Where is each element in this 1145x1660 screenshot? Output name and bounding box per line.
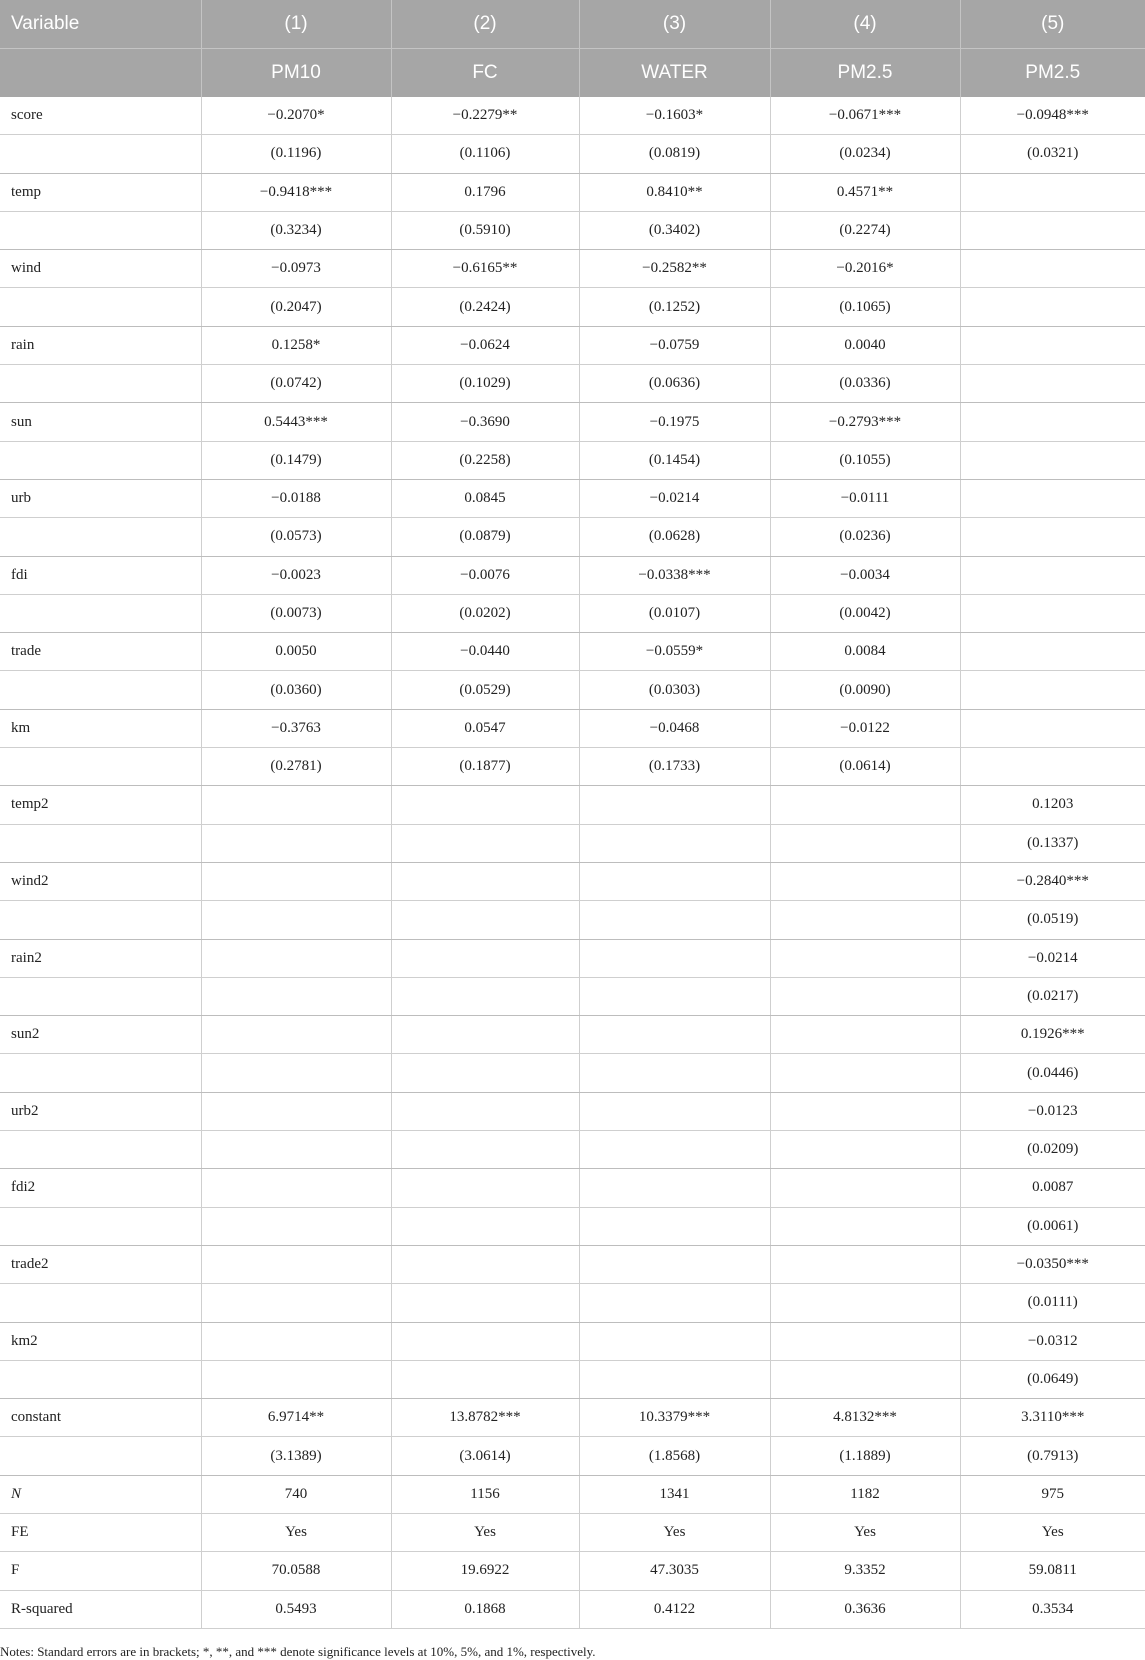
coefficient-cell: −0.0214 (579, 479, 770, 517)
coefficient-row (0, 939, 1145, 977)
stat-value: 0.1868 (391, 1590, 579, 1628)
std-error-cell (579, 901, 770, 939)
std-error-cell: (0.0879) (391, 518, 579, 556)
coefficient-row (0, 1245, 1145, 1283)
std-error-cell: (0.0573) (201, 518, 391, 556)
std-error-cell (960, 365, 1145, 403)
stat-value: 9.3352 (770, 1552, 960, 1590)
coefficient-cell: −0.0122 (770, 709, 960, 747)
std-error-cell: (0.0321) (960, 135, 1145, 173)
coefficient-cell: −0.0076 (391, 556, 579, 594)
std-error-cell (391, 901, 579, 939)
std-error-cell (391, 977, 579, 1015)
std-error-cell (960, 748, 1145, 786)
stat-label: N (0, 1475, 201, 1513)
std-error-cell (201, 1284, 391, 1322)
std-error-cell (391, 1054, 579, 1092)
coefficient-cell: −0.0440 (391, 633, 579, 671)
coefficient-cell: −0.0468 (579, 709, 770, 747)
row-label: km2 (0, 1322, 201, 1360)
row-label: temp2 (0, 786, 201, 824)
coefficient-cell (770, 862, 960, 900)
coefficient-cell (391, 939, 579, 977)
coefficient-cell (770, 1322, 960, 1360)
coefficient-cell (960, 479, 1145, 517)
coefficient-cell (391, 1245, 579, 1283)
row-label-empty (0, 1284, 201, 1322)
std-error-row (0, 441, 1145, 479)
coefficient-cell (201, 1016, 391, 1054)
coefficient-cell: 0.0547 (391, 709, 579, 747)
std-error-cell (201, 1360, 391, 1398)
row-label-empty (0, 671, 201, 709)
stat-value: Yes (201, 1513, 391, 1551)
table-header (0, 0, 1145, 97)
std-error-cell (579, 1054, 770, 1092)
coefficient-cell (579, 1169, 770, 1207)
std-error-cell (579, 977, 770, 1015)
coefficient-row (0, 1322, 1145, 1360)
std-error-cell: (0.0519) (960, 901, 1145, 939)
coefficient-cell: −0.1603* (579, 97, 770, 135)
coefficient-cell (960, 326, 1145, 364)
coefficient-cell (391, 1169, 579, 1207)
row-label: fdi (0, 556, 201, 594)
std-error-cell: (0.1877) (391, 748, 579, 786)
coefficient-row (0, 1399, 1145, 1437)
stat-row (0, 1590, 1145, 1628)
coefficient-row (0, 709, 1145, 747)
row-label: sun2 (0, 1016, 201, 1054)
std-error-cell (770, 1207, 960, 1245)
std-error-cell: (0.1055) (770, 441, 960, 479)
std-error-cell (579, 1131, 770, 1169)
std-error-cell (770, 824, 960, 862)
std-error-cell: (0.1733) (579, 748, 770, 786)
coefficient-cell: −0.0671*** (770, 97, 960, 135)
coefficient-cell: 13.8782*** (391, 1399, 579, 1437)
std-error-cell (391, 824, 579, 862)
row-label-empty (0, 1054, 201, 1092)
coefficient-cell: −0.0948*** (960, 97, 1145, 135)
std-error-cell: (0.3402) (579, 211, 770, 249)
row-label: urb (0, 479, 201, 517)
stat-value: 0.3534 (960, 1590, 1145, 1628)
std-error-row (0, 977, 1145, 1015)
stat-value: 47.3035 (579, 1552, 770, 1590)
coefficient-cell: −0.2840*** (960, 862, 1145, 900)
coefficient-row (0, 250, 1145, 288)
row-label-empty (0, 211, 201, 249)
coefficient-cell: −0.2793*** (770, 403, 960, 441)
std-error-cell (579, 1284, 770, 1322)
coefficient-cell: −0.2070* (201, 97, 391, 135)
coefficient-cell: −0.0188 (201, 479, 391, 517)
coefficient-cell: 0.4571** (770, 173, 960, 211)
std-error-cell (579, 1360, 770, 1398)
coefficient-cell: 3.3110*** (960, 1399, 1145, 1437)
coefficient-cell (770, 1169, 960, 1207)
table-notes: Notes: Standard errors are in brackets; *, **, and *** denote significance levels at 10%, 5%, and 1%, respectively. (0, 1644, 596, 1659)
stat-value: 59.0811 (960, 1552, 1145, 1590)
coefficient-cell (579, 1016, 770, 1054)
coefficient-cell (391, 1092, 579, 1130)
std-error-cell: (0.0202) (391, 594, 579, 632)
header-col-num: (4) (770, 0, 960, 49)
row-label-empty (0, 365, 201, 403)
std-error-cell: (0.0217) (960, 977, 1145, 1015)
header-empty-cell (0, 49, 201, 98)
row-label-empty (0, 1437, 201, 1475)
coefficient-cell (770, 1016, 960, 1054)
stat-value: Yes (960, 1513, 1145, 1551)
std-error-cell (201, 977, 391, 1015)
coefficient-cell: −0.3690 (391, 403, 579, 441)
stat-row (0, 1475, 1145, 1513)
stat-label: F (0, 1552, 201, 1590)
coefficient-cell (201, 1169, 391, 1207)
std-error-cell: (0.2274) (770, 211, 960, 249)
stat-label: R-squared (0, 1590, 201, 1628)
coefficient-cell (391, 862, 579, 900)
stat-row (0, 1513, 1145, 1551)
coefficient-cell: −0.0123 (960, 1092, 1145, 1130)
std-error-cell: (0.0042) (770, 594, 960, 632)
std-error-cell: (0.0236) (770, 518, 960, 556)
header-row-dependent-vars (0, 49, 1145, 98)
std-error-cell: (0.0107) (579, 594, 770, 632)
std-error-cell (201, 1207, 391, 1245)
coefficient-cell: 0.0845 (391, 479, 579, 517)
coefficient-cell: −0.0624 (391, 326, 579, 364)
std-error-cell: (3.0614) (391, 1437, 579, 1475)
coefficient-cell (960, 403, 1145, 441)
row-label: urb2 (0, 1092, 201, 1130)
coefficient-cell: −0.3763 (201, 709, 391, 747)
coefficient-cell: 0.1258* (201, 326, 391, 364)
std-error-cell (960, 671, 1145, 709)
std-error-cell: (0.0628) (579, 518, 770, 556)
row-label-empty (0, 748, 201, 786)
stat-value: 975 (960, 1475, 1145, 1513)
row-label-empty (0, 1360, 201, 1398)
stat-value: 1156 (391, 1475, 579, 1513)
coefficient-cell: 10.3379*** (579, 1399, 770, 1437)
coefficient-row (0, 786, 1145, 824)
coefficient-cell: 0.8410** (579, 173, 770, 211)
coefficient-cell (201, 939, 391, 977)
std-error-cell (770, 977, 960, 1015)
row-label-empty (0, 901, 201, 939)
std-error-cell (579, 1207, 770, 1245)
coefficient-row (0, 862, 1145, 900)
std-error-cell (770, 1360, 960, 1398)
std-error-cell: (0.1252) (579, 288, 770, 326)
std-error-cell (770, 901, 960, 939)
std-error-cell: (0.1106) (391, 135, 579, 173)
header-col-num: (5) (960, 0, 1145, 49)
std-error-row (0, 1360, 1145, 1398)
std-error-cell: (0.0090) (770, 671, 960, 709)
row-label: constant (0, 1399, 201, 1437)
std-error-row (0, 365, 1145, 403)
header-col-num: (1) (201, 0, 391, 49)
std-error-cell (201, 824, 391, 862)
coefficient-cell: −0.0214 (960, 939, 1145, 977)
std-error-cell (770, 1284, 960, 1322)
row-label-empty (0, 288, 201, 326)
std-error-cell: (0.0303) (579, 671, 770, 709)
row-label-empty (0, 518, 201, 556)
std-error-row (0, 1207, 1145, 1245)
std-error-cell (960, 288, 1145, 326)
stat-value: 1341 (579, 1475, 770, 1513)
row-label-empty (0, 1207, 201, 1245)
std-error-cell: (0.0636) (579, 365, 770, 403)
std-error-row (0, 518, 1145, 556)
std-error-cell (960, 211, 1145, 249)
std-error-cell (579, 824, 770, 862)
std-error-cell: (0.2424) (391, 288, 579, 326)
row-label-empty (0, 441, 201, 479)
coefficient-cell: 6.9714** (201, 1399, 391, 1437)
row-label: wind2 (0, 862, 201, 900)
coefficient-cell (960, 556, 1145, 594)
row-label-empty (0, 594, 201, 632)
std-error-row (0, 135, 1145, 173)
std-error-cell (960, 518, 1145, 556)
std-error-cell: (0.2781) (201, 748, 391, 786)
coefficient-cell: −0.0312 (960, 1322, 1145, 1360)
coefficient-cell (201, 1245, 391, 1283)
stat-value: 1182 (770, 1475, 960, 1513)
coefficient-row (0, 479, 1145, 517)
row-label: wind (0, 250, 201, 288)
coefficient-cell (579, 862, 770, 900)
header-dep-var: WATER (579, 49, 770, 98)
std-error-cell: (0.2047) (201, 288, 391, 326)
row-label: trade2 (0, 1245, 201, 1283)
std-error-cell: (0.0446) (960, 1054, 1145, 1092)
coefficient-cell: −0.0023 (201, 556, 391, 594)
std-error-cell (391, 1284, 579, 1322)
coefficient-cell (770, 1092, 960, 1130)
coefficient-cell (579, 1322, 770, 1360)
std-error-cell: (0.1029) (391, 365, 579, 403)
row-label: trade (0, 633, 201, 671)
row-label: score (0, 97, 201, 135)
std-error-cell: (0.0529) (391, 671, 579, 709)
std-error-cell: (1.8568) (579, 1437, 770, 1475)
coefficient-cell (579, 939, 770, 977)
coefficient-cell: −0.0034 (770, 556, 960, 594)
std-error-cell: (0.1065) (770, 288, 960, 326)
coefficient-cell: 4.8132*** (770, 1399, 960, 1437)
std-error-cell: (0.0819) (579, 135, 770, 173)
std-error-row (0, 1284, 1145, 1322)
coefficient-cell (579, 786, 770, 824)
std-error-cell: (0.0234) (770, 135, 960, 173)
coefficient-row (0, 97, 1145, 135)
coefficient-cell: −0.0973 (201, 250, 391, 288)
stat-value: 0.5493 (201, 1590, 391, 1628)
coefficient-cell: −0.1975 (579, 403, 770, 441)
std-error-cell: (0.1454) (579, 441, 770, 479)
coefficient-cell: 0.1796 (391, 173, 579, 211)
std-error-row (0, 748, 1145, 786)
coefficient-row (0, 326, 1145, 364)
coefficient-cell: −0.0559* (579, 633, 770, 671)
stat-value: Yes (770, 1513, 960, 1551)
coefficient-cell: −0.0338*** (579, 556, 770, 594)
stat-value: 0.4122 (579, 1590, 770, 1628)
std-error-cell (391, 1207, 579, 1245)
coefficient-cell: −0.2582** (579, 250, 770, 288)
coefficient-cell: −0.0759 (579, 326, 770, 364)
coefficient-cell: 0.0050 (201, 633, 391, 671)
coefficient-cell: −0.9418*** (201, 173, 391, 211)
coefficient-cell (391, 1322, 579, 1360)
std-error-cell: (0.0614) (770, 748, 960, 786)
row-label: km (0, 709, 201, 747)
coefficient-cell (201, 1092, 391, 1130)
stat-value: Yes (391, 1513, 579, 1551)
std-error-row (0, 1054, 1145, 1092)
std-error-cell: (0.0360) (201, 671, 391, 709)
std-error-cell: (0.2258) (391, 441, 579, 479)
std-error-row (0, 1437, 1145, 1475)
stat-row (0, 1552, 1145, 1590)
std-error-cell: (0.5910) (391, 211, 579, 249)
coefficient-row (0, 556, 1145, 594)
row-label: sun (0, 403, 201, 441)
row-label: fdi2 (0, 1169, 201, 1207)
row-label-empty (0, 977, 201, 1015)
std-error-cell (960, 594, 1145, 632)
coefficient-cell (201, 1322, 391, 1360)
coefficient-row (0, 1016, 1145, 1054)
std-error-cell: (0.1337) (960, 824, 1145, 862)
std-error-cell (391, 1131, 579, 1169)
coefficient-row (0, 173, 1145, 211)
coefficient-cell: −0.6165** (391, 250, 579, 288)
row-label-empty (0, 135, 201, 173)
row-label-empty (0, 824, 201, 862)
std-error-row (0, 901, 1145, 939)
coefficient-cell: −0.0350*** (960, 1245, 1145, 1283)
coefficient-cell: 0.1203 (960, 786, 1145, 824)
coefficient-row (0, 403, 1145, 441)
coefficient-cell: 0.0040 (770, 326, 960, 364)
row-label-empty (0, 1131, 201, 1169)
std-error-cell: (0.0111) (960, 1284, 1145, 1322)
coefficient-cell (579, 1092, 770, 1130)
std-error-cell (960, 441, 1145, 479)
std-error-cell (770, 1131, 960, 1169)
std-error-row (0, 824, 1145, 862)
coefficient-row (0, 1092, 1145, 1130)
coefficient-cell (770, 1245, 960, 1283)
std-error-cell: (0.0742) (201, 365, 391, 403)
header-col-num: (3) (579, 0, 770, 49)
std-error-cell (201, 901, 391, 939)
row-label: rain2 (0, 939, 201, 977)
coefficient-cell (201, 786, 391, 824)
coefficient-cell (770, 786, 960, 824)
std-error-cell: (0.7913) (960, 1437, 1145, 1475)
header-dep-var: PM2.5 (960, 49, 1145, 98)
header-dep-var: PM2.5 (770, 49, 960, 98)
header-dep-var: FC (391, 49, 579, 98)
row-label: temp (0, 173, 201, 211)
coefficient-cell (960, 633, 1145, 671)
stat-value: 0.3636 (770, 1590, 960, 1628)
coefficient-cell: 0.0087 (960, 1169, 1145, 1207)
header-row-column-numbers (0, 0, 1145, 49)
std-error-cell: (0.0061) (960, 1207, 1145, 1245)
std-error-row (0, 594, 1145, 632)
std-error-cell (770, 1054, 960, 1092)
std-error-cell: (0.0336) (770, 365, 960, 403)
coefficient-cell (201, 862, 391, 900)
std-error-cell (201, 1131, 391, 1169)
row-label: rain (0, 326, 201, 364)
coefficient-cell (960, 250, 1145, 288)
coefficient-cell: −0.0111 (770, 479, 960, 517)
std-error-cell: (0.1196) (201, 135, 391, 173)
coefficient-cell (960, 709, 1145, 747)
header-variable: Variable (0, 0, 201, 49)
coefficient-cell (579, 1245, 770, 1283)
coefficient-cell (391, 786, 579, 824)
coefficient-cell (391, 1016, 579, 1054)
std-error-cell: (0.0209) (960, 1131, 1145, 1169)
stat-value: Yes (579, 1513, 770, 1551)
coefficient-cell: −0.2016* (770, 250, 960, 288)
std-error-row (0, 211, 1145, 249)
std-error-cell: (3.1389) (201, 1437, 391, 1475)
table-body (0, 97, 1145, 1628)
header-col-num: (2) (391, 0, 579, 49)
std-error-cell: (1.1889) (770, 1437, 960, 1475)
coefficient-row (0, 633, 1145, 671)
coefficient-row (0, 1169, 1145, 1207)
coefficient-cell: −0.2279** (391, 97, 579, 135)
std-error-cell (391, 1360, 579, 1398)
coefficient-cell: 0.5443*** (201, 403, 391, 441)
std-error-cell: (0.1479) (201, 441, 391, 479)
header-dep-var: PM10 (201, 49, 391, 98)
std-error-row (0, 1131, 1145, 1169)
coefficient-cell (770, 939, 960, 977)
stat-label: FE (0, 1513, 201, 1551)
coefficient-cell: 0.0084 (770, 633, 960, 671)
coefficient-cell: 0.1926*** (960, 1016, 1145, 1054)
stat-value: 19.6922 (391, 1552, 579, 1590)
std-error-cell: (0.0649) (960, 1360, 1145, 1398)
std-error-cell (201, 1054, 391, 1092)
coefficient-cell (960, 173, 1145, 211)
std-error-row (0, 671, 1145, 709)
stat-value: 740 (201, 1475, 391, 1513)
std-error-cell: (0.0073) (201, 594, 391, 632)
stat-value: 70.0588 (201, 1552, 391, 1590)
std-error-cell: (0.3234) (201, 211, 391, 249)
std-error-row (0, 288, 1145, 326)
